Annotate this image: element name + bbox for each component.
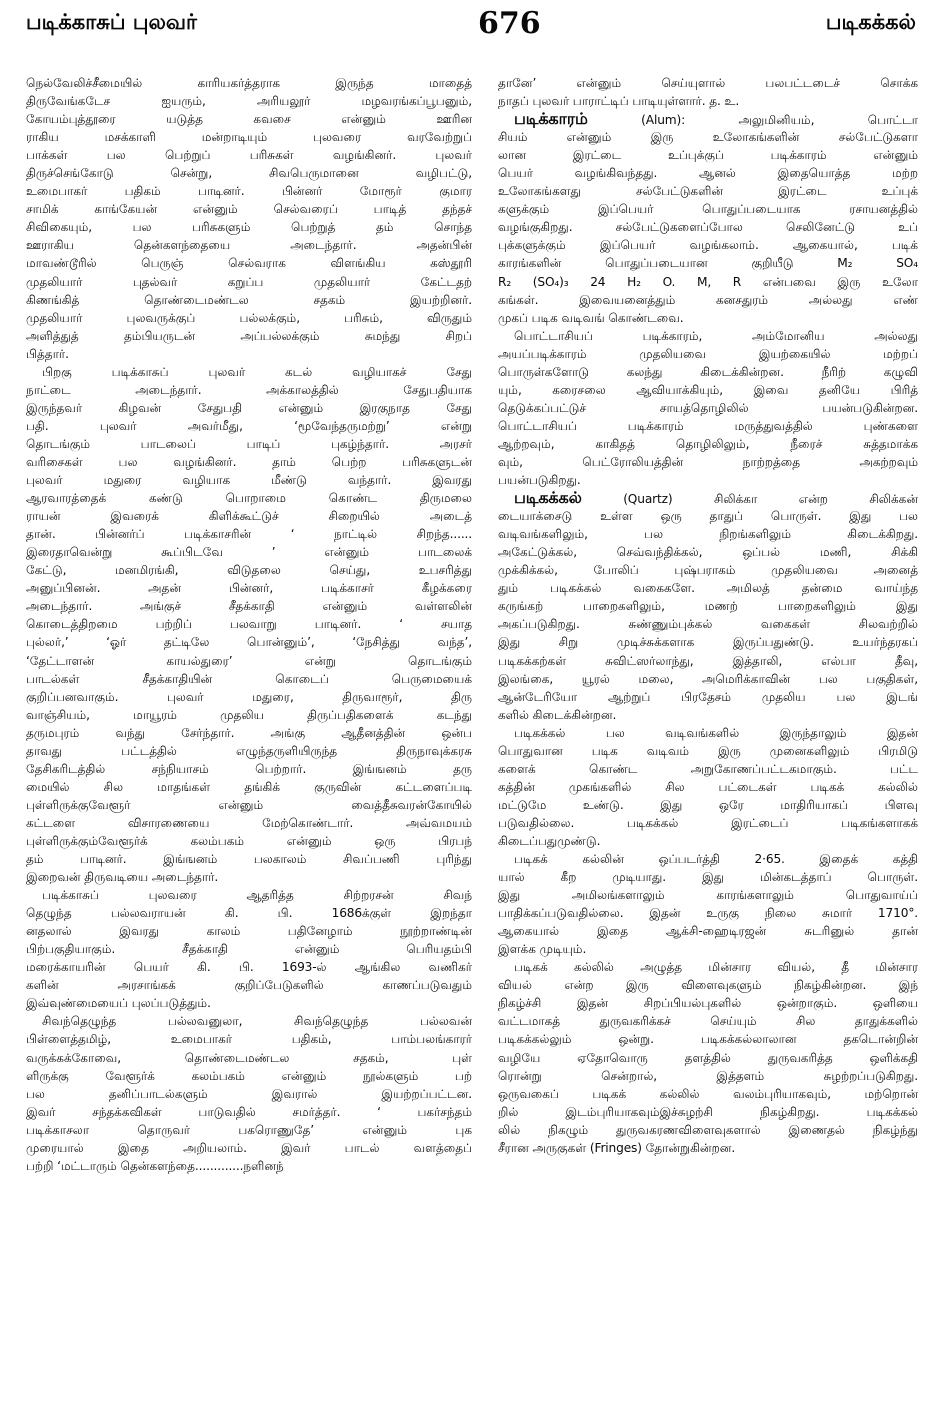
text-line: இருந்தவர் கிழவன் சேதுபதி என்னும் இரகுநாத சேது (26, 400, 472, 415)
text-line: ராகிய மசக்காளி மன்றாடியும் புலவரை வரவேற்றுப் (26, 130, 472, 145)
text-line: பாடல்கள் சீதக்காதியின் கொடைப் பெருமையைக் (26, 671, 472, 686)
text-line: முகப் படிக வடிவங் கொண்டவை. (498, 310, 684, 325)
text-line: இறைவன் திருவடியை அடைந்தார். (26, 870, 219, 885)
text-line: தானே’ என்னும் செய்யுளால் பலபட்டடைச் சொக்க (498, 76, 918, 90)
text-line: தொடங்கும் பாடலைப் பாடிப் புகழ்ந்தார். அரசர் (26, 436, 472, 451)
text-line: தெழுந்த பல்லவராயன் கி. பி. 1686க்குள் இறந்தா (26, 906, 472, 921)
page-number: 676 (478, 6, 541, 41)
text-line: வழியே ஏதோவொரு தளத்தில் துருவகரித்த ஒளிக்கதி (498, 1050, 918, 1065)
text-line: படிகக்கல்லும் ஒன்று. படிகக்கல்லாலான தகடொன்றின் (498, 1032, 918, 1047)
text-line: ஆற்றவும், காகிதத் தொழிலிலும், நீரைச் சுத்தமாக்க (498, 436, 918, 451)
page-header (26, 6, 916, 50)
text-line: வடிவங்களிலும், பல நிறங்களிலும் கிடைக்கிறது. (498, 527, 918, 542)
text-line: வரிசைகள் பல வழங்கினர். தாம் பெற்ற பரிசுகளுடன் (26, 454, 472, 469)
running-title-right: படிகக்கல் (825, 10, 916, 34)
text-line: சிவிகையும், பல பரிசுகளும் பெற்றுத் தம் சொந்த (26, 220, 472, 235)
text-line: லான இரட்டை உப்புக்குப் படிக்காரம் என்னும் (498, 148, 918, 163)
text-line: பல தனிப்பாடல்களும் இவரால் இயற்றப்பட்டன. (26, 1086, 472, 1101)
text-line: கங்கள். இவையனைத்தும் கனசதுரம் அல்லது எண் (498, 292, 918, 307)
text-line: வாஞ்சியம், மாயூரம் முதலிய திருப்பதிகளைக் கடந்து (26, 707, 472, 722)
alum-headword: படிக்காரம் (514, 110, 588, 129)
alum-lead-text: (Alum): அலுமினியம், பொட்டா (587, 113, 918, 128)
text-line: நிகழ்ச்சி இதன் சிறப்பியல்புகளில் ஒன்றாகும். ஒளியை (498, 996, 918, 1011)
text-line: படிக்காசுப் புலவரை ஆதரித்த சிற்றரசன் சிவந் (42, 888, 472, 903)
text-line: சிவந்தெழுந்த பல்லவனுலா, சிவந்தெழுந்த பல்லவன் (42, 1014, 472, 1029)
text-line: பிற்பகுதியாகும். சீதக்காதி என்னும் பெரியதம்பி (26, 942, 472, 957)
text-line: கோயம்புத்தூரை யடுத்த கவசை என்னும் ஊரின (26, 112, 472, 127)
text-line: வட்டமாகத் துருவகரிக்கச் செய்யும் சில தாதுக்களில் (498, 1014, 918, 1029)
text-line: இது அமிலங்களாலும் காரங்களாலும் பொதுவாய்ப் (498, 888, 918, 903)
text-line: மையில் சில மாதங்கள் தங்கிக் குருவின் கட்டளைப்படி (26, 779, 472, 794)
text-line: படிகக் கல்லின் ஒப்படர்த்தி 2·65. இதைக் கத்தி (514, 852, 918, 867)
text-line: புள்ளிருக்கும்வேளூர்க் கலம்பகம் என்னும் ஒரு பிரபந் (26, 833, 472, 848)
text-line: மாவண்டூரில் பெருஞ் செல்வராக விளங்கிய கஸ்தூரி (26, 256, 472, 271)
text-line: பயன்படுகிறது. (498, 473, 581, 488)
text-line: ஆரவாரத்தைக் கண்டு பொறாமை கொண்ட திருமலை (26, 491, 472, 506)
text-line: பெயர் வழங்கிவந்தது. ஆனல் இதையொத்த மற்ற (498, 166, 918, 181)
text-line: ஆகையால் இதை ஆக்சி-ஹைடிரஜன் சுடரினுல் தான் (498, 924, 918, 939)
text-line: திருவேங்கடேச ஐயரும், அரியலூர் மழவரங்கப்பூபனும், (26, 94, 472, 109)
text-line: பற்றி ‘மட்டாரும் தென்களந்தை.............நளினந் (26, 1158, 284, 1173)
text-line: ஊராகிய தென்களந்தையை அடைந்தார். அதன்பின் (26, 238, 472, 253)
text-line: தேசிகரிடத்தில் சந்நியாசம் பெற்றார். இங்ஙனம் தரு (26, 761, 472, 776)
text-line: ‘தேட்டாளன் காயல்துரை’ என்று தொடங்கும் (26, 653, 472, 668)
text-line: திருச்செங்கோடு சென்று, சிவபெருமானை வழிபட்டு, (26, 166, 472, 181)
text-line: டையாக்சைடு உள்ள ஒரு தாதுப் பொருள். இது பல (498, 509, 918, 524)
text-line: உமைபாகர் பதிகம் பாடினர். பின்னர் மோரூர் குமார (26, 184, 472, 199)
text-line: சாமிக் காங்கேயன் என்னும் செல்வரைப் பாடித் தந்தச் (26, 202, 472, 217)
text-line: தம் பாடினர். இங்ஙனம் பலகாலம் சிவப்பணி புரிந்து (26, 852, 472, 867)
text-line: அகப்படுகிறது. சுண்ணும்புக்கல் வகைகள் சிலவற்றில் (498, 617, 918, 632)
text-line: கொடைத்திறமை பற்றிப் பலவாறு பாடினர். ‘ சயாத (26, 617, 472, 632)
text-line: வும், பெட்ரோலியத்தின் நாற்றத்தை அகற்றவும் (498, 454, 918, 469)
text-line: பொட்டாசியப் படிக்காரம் மருத்துவத்தில் புண்களை (498, 418, 918, 433)
text-line: வழங்குகிறது. சல்பேட்டுகளைப்போல செலினேட்டு உப் (498, 220, 918, 235)
text-line: புக்களுக்கும் இப்பெயர் வழங்கலாம். ஆகையால், படிக் (498, 238, 918, 253)
text-line: வியல் என்ற இரு விளைவுகளும் நிகழ்கின்றன. இந் (498, 978, 918, 993)
text-line: தான். பின்னர்ப் படிக்காசரின் ‘ நாட்டில் சிறந்த...... (26, 527, 472, 542)
text-line: பிள்ளைத்தமிழ், உமைபாகர் பதிகம், பாம்பலங்காரர் (26, 1032, 472, 1047)
text-line: உலோகங்களது சல்பேட்டுகளின் இரட்டை உப்புக் (498, 184, 918, 199)
text-line: அயப்படிக்காரம் முதலியவை இயற்கையில் மற்றப் (498, 346, 918, 361)
text-line: இவர் சந்தக்கவிகள் பாடுவதில் சமர்த்தர். ‘ பகர்சந்தம் (26, 1104, 472, 1119)
text-line: தாவது பட்டத்தில் எழுந்தருளியிருந்த திருநாவுக்கரசு (26, 743, 472, 758)
text-line: களின் அரசாங்கக் குறிப்பேடுகளில் காணப்படுவதும் (26, 978, 472, 993)
text-line: ரொன்று சென்றால், இத்தளம் சுழற்றப்படுகிறது. (498, 1068, 918, 1083)
text-line: முக்கிக்கல், போலிப் புஷ்பராகம் முதலியவை அனைத் (498, 563, 918, 578)
text-line: மட்டுமே உண்டு. இது ஒரே மாதிரியாகப் பிளவு (498, 797, 918, 812)
alum-entry-first-line (498, 110, 918, 128)
text-line: பாதிக்கப்படுவதில்லை. இதன் உருகு நிலை சுமார் 1710°. (498, 906, 918, 921)
text-line: படிகக்கல் பல வடிவங்களில் இருந்தாலும் இதன் (514, 725, 918, 740)
text-line: லில் நிகழும் துருவகரணவிளைவுகளால் இணைதல் நிகழ்ந்து (498, 1122, 918, 1137)
text-line: கருங்கற் பாறைகளிலும், மணற் பாறைகளிலும் இது (498, 599, 918, 614)
text-line: ஒருவகைப் படிகக் கல்லில் வலம்புரியாகவும், மற்றொன் (498, 1086, 918, 1101)
text-line: சியம் என்னும் இரு உலோகங்களின் சல்பேட்டுகளா (498, 130, 918, 145)
text-line: படிகக்கற்கள் சுவிட்ஸர்லாந்து, இத்தாலி, எல்பா தீவு, (498, 653, 918, 668)
text-line: தும் படிகக்கல் வகைகளே. அமிலத் தன்மை வாய்ந்த (498, 581, 918, 596)
text-line: R₂ (SO₄)₃ 24 H₂ O. M, R என்பவை இரு உலோ (498, 274, 918, 289)
text-line: முரையால் இதை அறியலாம். இவர் பாடல் வளத்தைப் (26, 1140, 472, 1155)
text-line: இவ்வுண்மையைப் புலப்படுத்தும். (26, 996, 211, 1011)
left-column (26, 74, 472, 1175)
text-line: படுவதில்லை. படிகக்கல் இரட்டைப் படிகங்களாகக் (498, 815, 918, 830)
text-line: தெடுக்கப்பட்டுச் சாயத்தொழிலில் பயன்படுகின்றன. (498, 400, 918, 415)
text-line: பித்தார். (26, 346, 69, 361)
text-line: பதி. புலவர் அவர்மீது, ‘மூவேந்தருமற்று’ என்று (26, 418, 472, 433)
text-line: நெல்வேலிச்சீமையில் காரியகர்த்தராக இருந்த மாதைத் (26, 76, 472, 90)
text-line: றில் இடம்புரியாகவும்இச்சுழற்சி நிகழ்கிறது. படிகக்கல் (498, 1104, 918, 1119)
text-line: கிணங்கித் தொண்டைமண்டல சதகம் இயற்றினர். (26, 292, 472, 307)
text-line: பாக்கள் பல பெற்றுப் பரிசுகள் வழங்கினர். புலவர் (26, 148, 472, 163)
quartz-entry-first-line (498, 489, 918, 507)
text-line: முதலியார் புலவருக்குப் பல்லக்கும், பரிசும், விருதும் (26, 310, 472, 325)
text-line: கத்தின் முகங்களில் சில பட்டைகள் படிகக் கல்லில் (498, 779, 918, 794)
text-line: புல்லர்,’ ‘ஓர் தட்டிலே பொன்னும்’, ‘நேசித்து வந்த’, (26, 635, 472, 650)
text-line: இரைதாவென்று கூப்பிடவே ’ என்னும் பாடலைக் (26, 545, 472, 560)
text-line: முதலியார் புதல்வர் கறுப்ப முதலியார் கேட்டதற் (26, 274, 472, 289)
text-line: களைக் கொண்ட அறுகோணப்பட்டகமாகும். பட்ட (498, 761, 918, 776)
text-line: சீரான அருகுகள் (Fringes) தோன்றுகின்றன. (498, 1140, 736, 1155)
text-line: பொட்டாசியப் படிக்காரம், அம்மோனிய அல்லது (514, 328, 918, 343)
text-line: புள்ளிருக்குவேளூர் என்னும் வைத்தீசுவரன்கோயில் (26, 797, 472, 812)
text-line: வருக்கக்கோவை, தொண்டைமண்டல சதகம், புள் (26, 1050, 472, 1065)
text-line: யால் கீற முடியாது. இது மின்கடத்தாப் பொருள். (498, 870, 918, 885)
text-line: நாதப் புலவர் பாராட்டிப் பாடியுள்ளார். த. உ. (498, 94, 740, 109)
text-line: இலங்கை, யூரல் மலை, அமெரிக்காவின் பல பகுதிகள், (498, 671, 918, 686)
text-line: களுக்கும் இப்பெயர் பொதுப்படையாக ரசாயனத்தில் (498, 202, 918, 217)
text-line: ராயன் இவரைக் கிளிக்கூட்டுச் சிறையில் அடைத் (26, 509, 472, 524)
right-column (498, 74, 918, 1157)
text-line: காரங்களின் பொதுப்படையான குறியீடு M₂ SO₄ (498, 256, 918, 271)
text-line: புலவர் மதுரை வழியாக மீண்டு வந்தார். இவரது (26, 473, 472, 488)
text-line: ஆன்டேரியோ ஆற்றுப் பிரதேசம் முதலிய பல இடங் (498, 689, 918, 704)
text-line: யும், கரைசலை ஆவியாக்கியும், இவை தனியே பிரித் (498, 382, 918, 397)
text-line: தருமபுரம் வந்து சேர்ந்தார். அங்கு ஆதீனத்தின் ஒன்ப (26, 725, 472, 740)
quartz-lead-text: (Quartz) சிலிக்கா என்ற சிலிக்கன் (581, 492, 918, 507)
text-line: குறிப்பனவாகும். புலவர் மதுரை, திருவாரூர், திரு (26, 689, 472, 704)
text-line: களில் கிடைக்கின்றன. (498, 707, 617, 722)
text-line: படிகக் கல்லில் அழுத்த மின்சார வியல், தீ மின்சார (514, 960, 918, 975)
text-line: அனுப்பினன். அதன் பின்னர், படிக்காசர் கீழக்கரை (26, 581, 472, 596)
text-line: இளக்க முடியும். (498, 942, 587, 957)
quartz-headword: படிகக்கல் (514, 489, 582, 508)
text-line: படிக்காசலா தொருவர் பகரொணுதே’ என்னும் புக (26, 1122, 472, 1137)
text-line: பொருள்களோடு கலந்து கிடைக்கின்றன. நீரிற் கழுவி (498, 364, 918, 379)
text-line: கிடைப்பதுமுண்டு. (498, 833, 601, 848)
text-line: ளிருக்கு வேளூர்க் கலம்பகம் என்னும் நூல்களும் பற் (26, 1068, 472, 1083)
text-line: அளித்துத் தம்பியருடன் அப்பல்லக்கும் சுமந்து சிறப் (26, 328, 472, 343)
text-line: அடைந்தார். அங்குச் சீதக்காதி என்னும் வள்ளலின் (26, 599, 472, 614)
running-title-left: படிக்காசுப் புலவர் (26, 10, 197, 34)
text-line: கேட்டு, மனமிரங்கி, விடுதலை செய்து, உபசரித்து (26, 563, 472, 578)
text-line: மரைக்காயரின் பெயர் கி. பி. 1693-ல் ஆங்கில வணிகர் (26, 960, 472, 975)
text-line: னதலால் இவரது காலம் பதினேழாம் நூற்றாண்டின் (26, 924, 472, 939)
text-line: கட்டளை விசாரணையை மேற்கொண்டார். அவ்வமயம் (26, 815, 472, 830)
text-line: அகேட்டுக்கல், செவ்வந்திக்கல், ஒப்பல் மணி, சிக்கி (498, 545, 918, 560)
text-line: இது சிறு முடிச்சுக்களாக இருப்பதுண்டு. உயர்ந்தரகப் (498, 635, 918, 650)
text-line: பிறகு படிக்காசுப் புலவர் கடல் வழியாகச் சேது (42, 364, 472, 379)
text-line: பொதுவான படிக வடிவம் இரு முனைகளிலும் பிரமிடு (498, 743, 918, 758)
text-line: நாட்டை அடைந்தார். அக்காலத்தில் சேதுபதியாக (26, 382, 472, 397)
